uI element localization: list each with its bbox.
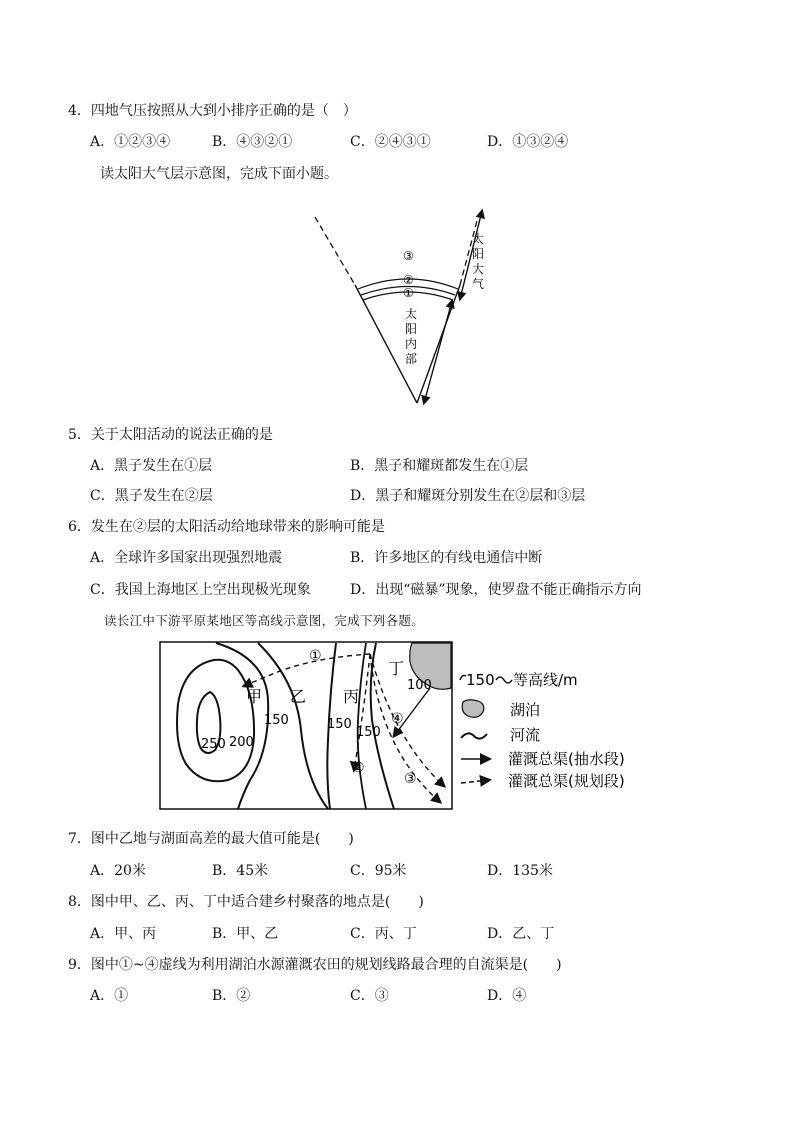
label-yi: 乙 bbox=[290, 687, 307, 706]
label-bing: 丙 bbox=[343, 687, 360, 706]
river-legend-icon bbox=[461, 733, 487, 738]
question-4-option-b[interactable]: B．④③②① bbox=[212, 134, 293, 150]
intro-sun-atmosphere: 读太阳大气层示意图，完成下面小题。 bbox=[100, 166, 338, 182]
legend-river-text: 河流 bbox=[510, 726, 541, 744]
label-jia: 甲 bbox=[246, 687, 263, 706]
planned-route-1 bbox=[244, 654, 370, 686]
legend-canal-plan-text: 灌溉总渠(规划段) bbox=[508, 772, 625, 790]
intro-contour-map: 读长江中下游平原某地区等高线示意图，完成下列各题。 bbox=[104, 613, 425, 628]
atmosphere-char-2: 阳 bbox=[472, 247, 485, 261]
question-5-option-c[interactable]: C．黑子发生在②层 bbox=[90, 488, 213, 504]
label-150-c: 150 bbox=[356, 725, 381, 740]
label-150-b: 150 bbox=[327, 717, 352, 732]
question-8-option-c[interactable]: C．丙、丁 bbox=[350, 926, 417, 942]
right-cone-edge bbox=[417, 285, 460, 403]
label-150-a: 150 bbox=[264, 713, 289, 728]
question-5-option-d[interactable]: D．黑子和耀斑分别发生在②层和③层 bbox=[350, 488, 586, 504]
layer-1-label: ① bbox=[403, 286, 414, 300]
question-8-option-b[interactable]: B．甲、乙 bbox=[212, 926, 279, 942]
question-4-option-d[interactable]: D．①③②④ bbox=[487, 134, 569, 150]
question-5-option-a[interactable]: A．黑子发生在①层 bbox=[90, 458, 213, 474]
question-9-option-a[interactable]: A．① bbox=[90, 988, 129, 1004]
legend-lake-text: 湖泊 bbox=[510, 701, 541, 719]
question-6-option-a[interactable]: A．全球许多国家出现强烈地震 bbox=[90, 550, 283, 566]
sun-atmosphere-diagram bbox=[300, 205, 500, 410]
atmosphere-char-4: 气 bbox=[472, 277, 485, 291]
question-8-option-a[interactable]: A．甲、丙 bbox=[90, 926, 157, 942]
marker-4: ④ bbox=[391, 711, 404, 727]
marker-2: ② bbox=[352, 760, 365, 776]
question-5-stem: 5．关于太阳活动的说法正确的是 bbox=[68, 427, 273, 443]
question-7-stem: 7．图中乙地与湖面高差的最大值可能是( ) bbox=[68, 831, 354, 847]
legend-contour-value: 150 bbox=[466, 671, 495, 689]
layer-2-label: ② bbox=[403, 273, 414, 287]
label-250: 250 bbox=[201, 737, 226, 752]
question-9-option-d[interactable]: D．④ bbox=[487, 988, 527, 1004]
question-7-option-b[interactable]: B．45米 bbox=[212, 863, 269, 879]
marker-1: ① bbox=[309, 648, 322, 664]
question-5-option-b[interactable]: B．黑子和耀斑都发生在①层 bbox=[350, 458, 529, 474]
question-8-stem: 8．图中甲、乙、丙、丁中适合建乡村聚落的地点是( ) bbox=[68, 894, 424, 910]
question-9-option-c[interactable]: C．③ bbox=[350, 988, 389, 1004]
contour-150-west bbox=[216, 643, 268, 809]
interior-char-4: 部 bbox=[405, 352, 418, 366]
interior-char-1: 太 bbox=[405, 307, 418, 321]
atmosphere-char-1: 太 bbox=[472, 232, 485, 246]
question-7-option-d[interactable]: D．135米 bbox=[487, 863, 553, 879]
question-6-option-d[interactable]: D．出现“磁暴”现象，使罗盘不能正确指示方向 bbox=[350, 582, 642, 598]
question-6-stem: 6．发生在②层的太阳活动给地球带来的影响可能是 bbox=[68, 519, 385, 535]
question-4-option-a[interactable]: A．①②③④ bbox=[90, 134, 171, 150]
interior-arrow-start bbox=[424, 301, 452, 403]
question-4-option-c[interactable]: C．②④③① bbox=[350, 134, 431, 150]
question-8-option-d[interactable]: D．乙、丁 bbox=[487, 926, 555, 942]
question-9-option-b[interactable]: B．② bbox=[212, 988, 251, 1004]
legend-contour-text: 等高线/m bbox=[513, 671, 578, 689]
question-6-option-b[interactable]: B．许多地区的有线电通信中断 bbox=[350, 550, 543, 566]
layer-3-label: ③ bbox=[403, 249, 414, 263]
question-7-option-c[interactable]: C．95米 bbox=[350, 863, 407, 879]
marker-3: ③ bbox=[404, 771, 417, 787]
question-9-stem: 9．图中①~④虚线为利用湖泊水源灌溉农田的规划线路最合理的自流渠是( ) bbox=[68, 957, 562, 973]
label-200: 200 bbox=[229, 735, 254, 750]
label-ding: 丁 bbox=[388, 659, 405, 678]
question-7-option-a[interactable]: A．20米 bbox=[90, 863, 146, 879]
atmosphere-char-3: 大 bbox=[472, 262, 485, 276]
interior-char-3: 内 bbox=[405, 337, 418, 351]
question-4-stem: 4．四地气压按照从大到小排序正确的是（ ） bbox=[68, 103, 357, 119]
interior-char-2: 阳 bbox=[405, 322, 418, 336]
contour-200 bbox=[177, 660, 254, 782]
question-6-option-c[interactable]: C．我国上海地区上空出现极光现象 bbox=[90, 582, 311, 598]
contour-map bbox=[158, 640, 640, 812]
left-dashed-boundary bbox=[315, 217, 355, 285]
legend-contour-tilde bbox=[496, 677, 512, 683]
legend-canal-pump-text: 灌溉总渠(抽水段) bbox=[508, 750, 625, 768]
label-100: 100 bbox=[407, 678, 432, 693]
lake-legend-icon bbox=[462, 700, 484, 718]
canal-plan-legend-icon bbox=[461, 780, 489, 783]
